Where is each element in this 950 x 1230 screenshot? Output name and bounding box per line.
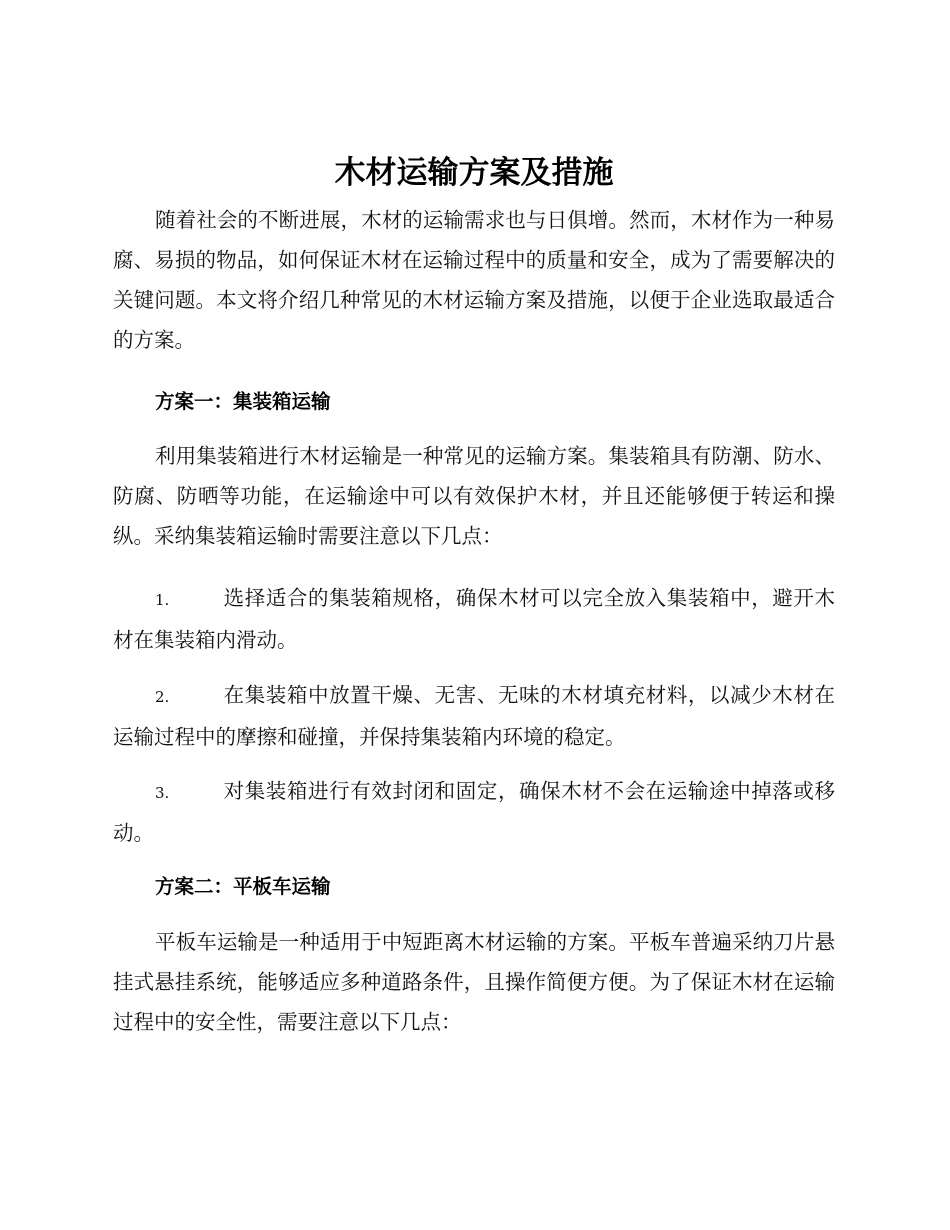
document-title: 木材运输方案及措施 (334, 155, 614, 191)
list-item-text: 选择适合的集装箱规格，确保木材可以完全放入集装箱中，避开木材在集装箱内滑动。 (113, 586, 835, 652)
list-item-number: 1. (155, 591, 170, 609)
list-item (113, 675, 835, 757)
list-item (113, 578, 835, 660)
list-item-text: 在集装箱中放置干燥、无害、无味的木材填充材料，以减少木材在运输过程中的摩擦和碰撞，并保持集装箱内环境的稳定。 (113, 683, 835, 749)
section-heading-container: 方案一：集装箱运输 (155, 390, 331, 413)
list-item-text: 对集装箱进行有效封闭和固定，确保木材不会在运输途中掉落或移动。 (113, 779, 835, 845)
list-item-number: 3. (155, 784, 170, 802)
section-body-container: 利用集装箱进行木材运输是一种常见的运输方案。集装箱具有防潮、防水、防腐、防晒等功能，在运输途中可以有效保护木材，并且还能够便于转运和操纵。采纳集装箱运输时需要注意以下几点： (113, 444, 835, 548)
section-body-flatbed: 平板车运输是一种适用于中短距离木材运输的方案。平板车普遍采纳刀片悬挂式悬挂系统，能够适应多种道路条件，且操作简便方便。为了保证木材在运输过程中的安全性，需要注意以下几点： (113, 930, 835, 1034)
intro-paragraph: 随着社会的不断进展，木材的运输需求也与日俱增。然而，木材作为一种易腐、易损的物品，如何保证木材在运输过程中的质量和安全，成为了需要解决的关键问题。本文将介绍几种常见的木材运输方案及措施，以便于企业选取最适合的方案。 (113, 208, 835, 352)
list-item-number: 2. (155, 688, 170, 706)
section-heading-flatbed: 方案二：平板车运输 (155, 875, 331, 898)
list-item (113, 771, 835, 853)
